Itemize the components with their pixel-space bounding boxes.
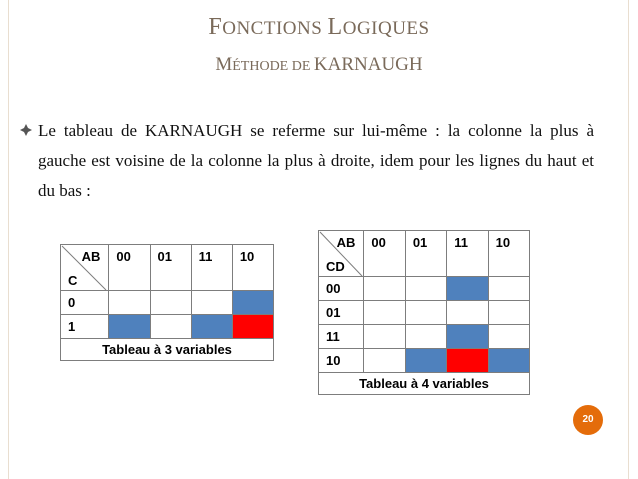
kmap-cell-blue [405, 349, 446, 373]
column-header: 00 [364, 231, 405, 277]
kmap-cell-blue [232, 291, 273, 315]
corner-label-c: C [68, 273, 78, 288]
column-header: 11 [447, 231, 488, 277]
slide-subtitle: MÉTHODE DE KARNAUGH [215, 54, 423, 75]
kmap-cell [364, 277, 405, 301]
table-row [61, 315, 274, 339]
table-row [319, 277, 530, 301]
kmap-cell-blue [109, 315, 150, 339]
kmap-cell [447, 301, 488, 325]
kmap-cell [150, 315, 191, 339]
kmap-cell [109, 291, 150, 315]
column-header: 10 [488, 231, 529, 277]
kmap-cell [364, 325, 405, 349]
row-label: 11 [319, 325, 364, 349]
table-row [61, 291, 274, 315]
column-header: 11 [191, 245, 232, 291]
kmap-cell [488, 301, 529, 325]
kmap-cell-blue [191, 315, 232, 339]
table-corner [61, 245, 109, 291]
kmap-cell [150, 291, 191, 315]
kmap-cell [405, 325, 446, 349]
kmap-cell [405, 301, 446, 325]
kmap-cell-blue [447, 325, 488, 349]
diamond-bullet-icon [20, 124, 32, 136]
kmap-cell [405, 277, 446, 301]
kmap-cell [488, 325, 529, 349]
slide-title: FONCTIONS LOGIQUES [208, 14, 430, 40]
kmap-cell [191, 291, 232, 315]
page-number-badge: 20 [573, 405, 603, 435]
row-label: 01 [319, 301, 364, 325]
row-label: 10 [319, 349, 364, 373]
body-paragraph: Le tableau de KARNAUGH se referme sur lui-même : la colonne la plus à gauche est voisine de la colonne la plus à droite, idem pour les lignes du haut et du bas : [38, 121, 594, 200]
kmap-cell [364, 301, 405, 325]
column-header: 01 [405, 231, 446, 277]
table-row [319, 325, 530, 349]
column-header: 10 [232, 245, 273, 291]
corner-label-ab: AB [81, 249, 101, 264]
table-caption: Tableau à 4 variables [319, 373, 530, 395]
kmap-cell-red [232, 315, 273, 339]
column-header: 01 [150, 245, 191, 291]
table-corner [319, 231, 364, 277]
table-row [319, 301, 530, 325]
kmap-cell-blue [447, 277, 488, 301]
table-row [319, 349, 530, 373]
corner-label-cd: CD [326, 259, 345, 274]
kmap-cell-blue [488, 349, 529, 373]
corner-label-ab: AB [336, 235, 356, 250]
karnaugh-table-4-variables [318, 230, 530, 395]
column-header: 00 [109, 245, 150, 291]
row-label: 0 [61, 291, 109, 315]
table-caption: Tableau à 3 variables [61, 339, 274, 361]
row-label: 1 [61, 315, 109, 339]
kmap-cell-red [447, 349, 488, 373]
kmap-cell [488, 277, 529, 301]
kmap-cell [364, 349, 405, 373]
karnaugh-table-3-variables [60, 244, 274, 361]
row-label: 00 [319, 277, 364, 301]
